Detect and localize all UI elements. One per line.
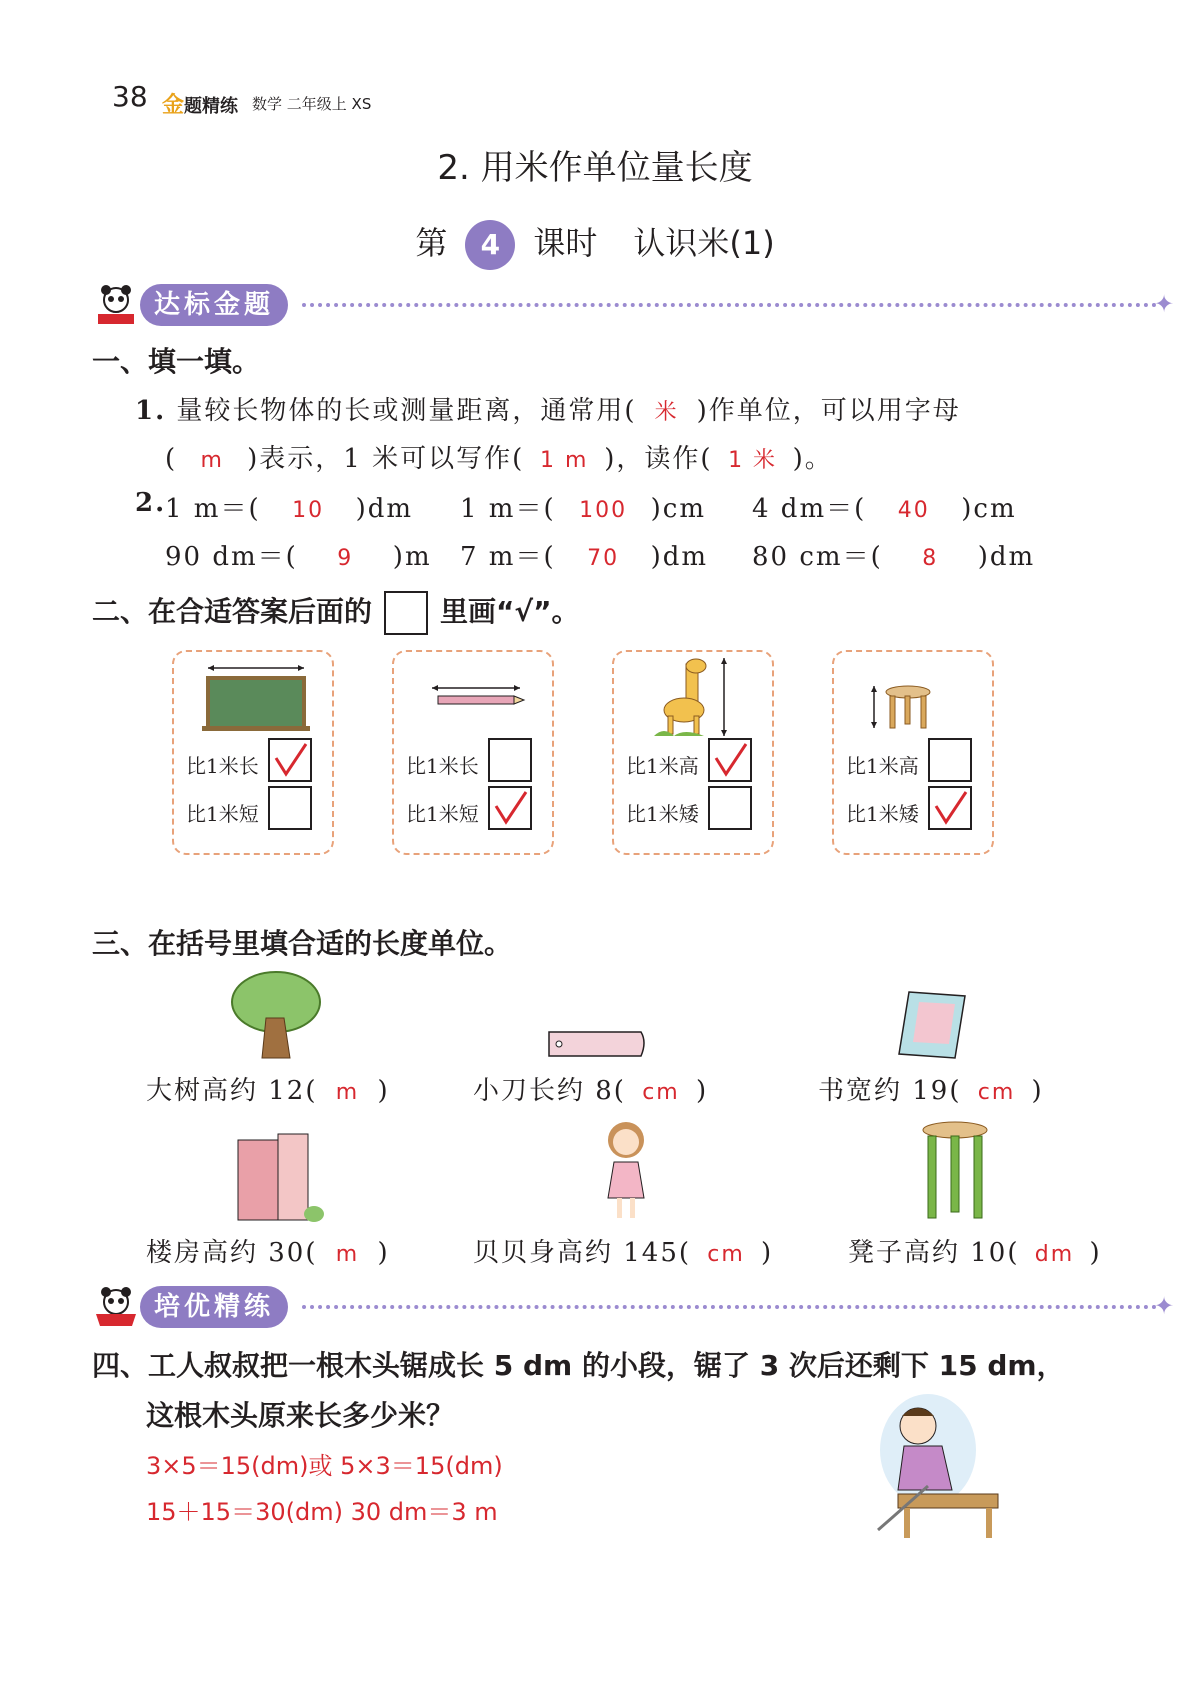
option-card-pencil (392, 650, 554, 855)
conversion-text: 90 dm＝( (165, 542, 298, 572)
question-text: )作单位，可以用字母 (696, 396, 961, 426)
item-text: 大树高约 12( (146, 1076, 318, 1106)
conversion-item (460, 536, 708, 573)
option-label: 比1米短 (186, 802, 259, 826)
page-number: 38 (112, 80, 148, 113)
answer-blank: 100 (579, 498, 628, 523)
check-mark-icon (490, 788, 530, 828)
book-icon (895, 988, 969, 1062)
answer-blank: 40 (897, 498, 930, 523)
option-label: 比1米高 (626, 754, 699, 778)
lesson-suffix: 课时 (533, 224, 598, 262)
panda-mascot-icon (92, 1286, 140, 1328)
conversion-unit: )cm (961, 494, 1017, 524)
question-number: 1. (135, 396, 167, 426)
check-mark-icon (270, 740, 310, 780)
banner-label: 培优精练 (140, 1286, 288, 1328)
unit-item (848, 1232, 1102, 1269)
checkbox[interactable] (268, 786, 312, 830)
checkbox[interactable] (488, 738, 532, 782)
stool-icon (920, 1120, 990, 1224)
answer-blank: 1 米 (728, 448, 778, 473)
conversion-unit: )dm (650, 542, 709, 572)
sample-checkbox (384, 591, 428, 635)
unit-item (818, 1070, 1044, 1107)
part2-heading (92, 590, 580, 635)
check-mark-icon (710, 740, 750, 780)
answer-blank: m (335, 1080, 360, 1105)
answer-blank: 8 (922, 546, 939, 571)
question-2-number: 2. (135, 488, 167, 518)
sparkle-icon: ✦ (1154, 1292, 1175, 1320)
item-text: 凳子高约 10( (848, 1238, 1020, 1268)
question-text: ( (165, 444, 178, 474)
question-number (135, 488, 166, 518)
item-text: 小刀长约 8( (473, 1076, 626, 1106)
girl-icon (596, 1118, 656, 1224)
answer-blank: 1 m (540, 448, 589, 473)
conversion-unit: )cm (650, 494, 706, 524)
conversion-item (165, 488, 413, 525)
banner-label: 达标金题 (140, 284, 288, 326)
book-info: 数学 二年级上 XS (252, 95, 372, 113)
question-1-line2 (165, 438, 1065, 475)
part4-question-line1: 四、工人叔叔把一根木头锯成长 5 dm 的小段，锯了 3 次后还剩下 15 dm， (92, 1349, 1065, 1382)
option-label: 比1米矮 (626, 802, 699, 826)
conversion-unit: )m (392, 542, 432, 572)
giraffe-icon (644, 656, 754, 738)
part4-answer-line2: 15＋15＝30(dm) 30 dm＝3 m (146, 1498, 498, 1526)
conversion-unit: )dm (355, 494, 414, 524)
check-mark-icon (930, 788, 970, 828)
part4-answer-line1: 3×5＝15(dm)或 5×3＝15(dm) (146, 1452, 503, 1480)
item-close: ) (377, 1076, 390, 1106)
question-text: )。 (792, 444, 833, 474)
option-label: 比1米长 (186, 754, 259, 778)
answer-blank: cm (642, 1080, 680, 1105)
section-banner-basic (92, 284, 1190, 326)
answer-blank: cm (977, 1080, 1016, 1105)
unit-item (473, 1070, 708, 1107)
blackboard-icon (196, 662, 316, 734)
section-title: 2. 用米作单位量长度 (437, 148, 753, 188)
option-card-blackboard (172, 650, 334, 855)
answer-blank: 9 (337, 546, 354, 571)
part2-heading-b: 里画“√”。 (440, 595, 580, 628)
checkbox[interactable] (268, 738, 312, 782)
answer-blank: 米 (654, 400, 679, 425)
conversion-item (165, 536, 432, 573)
answer-blank: cm (707, 1242, 745, 1267)
unit-item (146, 1232, 390, 1269)
lesson-name: 认识米(1) (633, 224, 775, 262)
tree-icon (228, 968, 324, 1060)
answer-blank: 70 (587, 546, 620, 571)
brand-gold: 金 (162, 93, 185, 118)
pencil-icon (424, 682, 528, 712)
brand-logo (162, 88, 238, 119)
question-1-line1 (135, 390, 1035, 427)
item-close: ) (1031, 1076, 1044, 1106)
sparkle-icon: ✦ (1154, 290, 1175, 318)
option-label: 比1米高 (846, 754, 919, 778)
panda-mascot-icon (92, 284, 140, 326)
option-label: 比1米短 (406, 802, 479, 826)
conversion-text: 4 dm＝( (752, 494, 867, 524)
lesson-title (0, 218, 1190, 270)
option-card-giraffe (612, 650, 774, 855)
worker-sawing-icon (868, 1390, 1028, 1540)
answer-blank: m (200, 448, 224, 473)
option-card-stool (832, 650, 994, 855)
checkbox[interactable] (928, 738, 972, 782)
conversion-item (752, 488, 1017, 525)
checkbox[interactable] (708, 738, 752, 782)
item-close: ) (377, 1238, 390, 1268)
option-label: 比1米长 (406, 754, 479, 778)
lesson-prefix: 第 (415, 224, 448, 262)
item-close: ) (761, 1238, 774, 1268)
conversion-text: 1 m＝( (460, 494, 556, 524)
option-label: 比1米矮 (846, 802, 919, 826)
checkbox[interactable] (488, 786, 532, 830)
conversion-item (752, 536, 1035, 573)
dotted-divider (302, 1305, 1157, 1309)
item-text: 贝贝身高约 145( (473, 1238, 692, 1268)
checkbox[interactable] (928, 786, 972, 830)
question-text: )，读作( (604, 444, 713, 474)
brand-text: 题精练 (184, 96, 239, 117)
item-close: ) (695, 1076, 709, 1106)
part3-heading: 三、在括号里填合适的长度单位。 (92, 927, 513, 960)
checkbox[interactable] (708, 786, 752, 830)
part1-heading: 一、填一填。 (92, 345, 261, 378)
section-banner-advanced (92, 1286, 1190, 1328)
conversion-item (460, 488, 706, 525)
unit-item (473, 1232, 773, 1269)
conversion-unit: )dm (977, 542, 1036, 572)
dotted-divider (302, 303, 1157, 307)
part4-question-line2: 这根木头原来长多少米？ (146, 1399, 455, 1432)
item-text: 楼房高约 30( (146, 1238, 318, 1268)
conversion-text: 80 cm＝( (752, 542, 883, 572)
part2-heading-a: 二、在合适答案后面的 (92, 595, 373, 628)
item-text: 书宽约 19( (818, 1076, 962, 1106)
question-text: )表示，1 米可以写作( (247, 444, 525, 474)
stool-icon (868, 682, 938, 732)
conversion-text: 1 m＝( (165, 494, 261, 524)
conversion-text: 7 m＝( (460, 542, 556, 572)
unit-item (146, 1070, 390, 1107)
question-text: 量较长物体的长或测量距离，通常用( (176, 396, 637, 426)
answer-blank: m (335, 1242, 360, 1267)
knife-icon (545, 1026, 649, 1062)
answer-blank: 10 (292, 498, 325, 523)
lesson-number-badge: 4 (465, 220, 515, 270)
item-close: ) (1089, 1238, 1102, 1268)
building-icon (234, 1130, 324, 1222)
answer-blank: dm (1034, 1242, 1075, 1267)
